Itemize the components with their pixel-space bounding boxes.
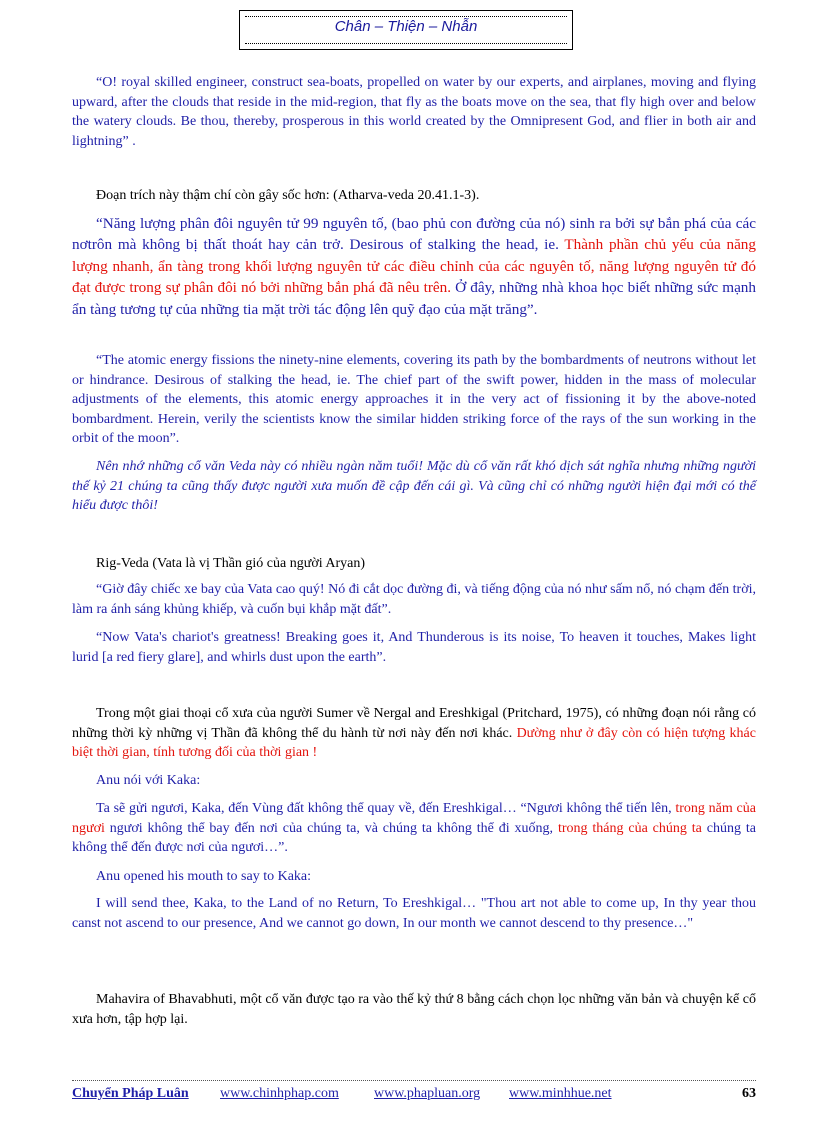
- footer-divider: [72, 1080, 756, 1081]
- footer-brand-link[interactable]: Chuyển Pháp Luân: [72, 1086, 189, 1101]
- paragraph-anu-says-en: Anu opened his mouth to say to Kaka:: [96, 869, 312, 884]
- paragraph-atomic-vietnamese: [72, 213, 756, 320]
- paragraph-rig-veda-heading: Rig-Veda (Vata là vị Thần gió của người Aryan): [96, 556, 365, 571]
- footer-link-phapluan[interactable]: www.phapluan.org: [374, 1086, 481, 1101]
- page-number: 63: [742, 1086, 756, 1101]
- text-red-segment: trong tháng của chúng ta: [557, 820, 702, 836]
- footer-link-chinhphap[interactable]: www.chinhphap.com: [220, 1086, 339, 1101]
- paragraph-vata-vietnamese: “Giờ đây chiếc xe bay của Vata cao quý! Nó đi cắt dọc đường đi, và tiếng động của nó như sấm nổ, nó chạm đến trời, làm ra ánh sáng khủng khiếp, và cuốn bụi khắp mặt đất”.: [72, 582, 756, 617]
- paragraph-royal-engineer: “O! royal skilled engineer, construct sea-boats, propelled on water by our experts, and airplanes, moving and flying upward, after the clouds that reside in the mid-region, that fly as the boats move on the sea, that fly high over and below the watery clouds. Be thou, thereby, prosperous in this world created by the Omnipresent God, and flier in both air and lightning” .: [72, 75, 756, 149]
- text-blue-segment: ngươi không thể bay đến nơi của chúng ta, và chúng ta không thể đi xuống,: [104, 820, 558, 836]
- paragraph-sumer-story: [72, 704, 756, 763]
- text-blue-segment: chúng ta không thể đến được nơi của ngươi…”.: [72, 820, 756, 856]
- paragraph-kaka-vietnamese: [72, 799, 756, 858]
- paragraph-anu-says-vn: Anu nói với Kaka:: [96, 773, 201, 788]
- text-blue-segment: Ta sẽ gửi ngươi, Kaka, đến Vùng đất không thể quay về, đến Ereshkigal… “Ngươi không thể tiến lên,: [96, 801, 676, 816]
- paragraph-atomic-english: “The atomic energy fissions the ninety-nine elements, covering its path by the bombardments of neutrons without let or hindrance. Desirous of stalking the head, ie. The chief part of the swift power, hidden in the mass of molecular adjustments of the elements, this atomic energy approaches it in the very act of fissioning it by the above-noted bombardment. Herein, verily the scientists know the similar hidden striking force of the rays of the sun working in the orbit of the moon”.: [72, 353, 756, 447]
- text-red-segment: trong năm của ngươi: [72, 801, 756, 836]
- paragraph-vata-english: “Now Vata's chariot's greatness! Breaking goes it, And Thunderous is its noise, To heaven it touches, Makes light lurid [a red fiery glare], and whirls dust upon the earth”.: [72, 630, 756, 665]
- page-footer: [72, 1086, 756, 1106]
- paragraph-veda-note: Nên nhớ những cổ văn Veda này có nhiều ngàn năm tuổi! Mặc dù cổ văn rất khó dịch sát nghĩa nhưng những người thế kỷ 21 chúng ta cũng thấy được người xưa muốn đề cập đến cái gì. Và cũng chỉ có những người hiện đại mới có thể hiểu được thôi!: [72, 459, 756, 514]
- header-box: [239, 10, 573, 50]
- footer-link-minhhue[interactable]: www.minhhue.net: [509, 1086, 612, 1101]
- paragraph-mahavira: Mahavira of Bhavabhuti, một cổ văn được tạo ra vào thế kỷ thứ 8 bằng cách chọn lọc những văn bản và chuyện kể cổ xưa hơn, tập hợp lại.: [72, 992, 756, 1027]
- text-red-segment: Dường như ở đây còn có hiện tượng khác biệt thời gian, tính tương đối của thời gian !: [72, 725, 756, 761]
- text-blue-segment: Ở đây, những nhà khoa học biết những sức mạnh ẩn tàng tương tự của những tia mặt trời tác động lên quỹ đạo của mặt trăng”.: [72, 279, 756, 318]
- text-red-segment: Thành phần chủ yếu của năng lượng nhanh, ẩn tàng trong khối lượng nguyên tử các điều chỉnh của các nguyên tố, năng lượng nguyên tử đó đạt được trong sự phân đôi nó bởi những bắn phá đã nêu trên.: [72, 236, 756, 297]
- paragraph-atharva-intro: Đoạn trích này thậm chí còn gây sốc hơn: (Atharva-veda 20.41.1-3).: [96, 188, 480, 203]
- text-black-segment: Trong một giai thoại cổ xưa của người Sumer về Nergal and Ereshkigal (Pritchard, 1975), có những đoạn nói rằng có những thời kỳ những vị Thần đã không thể du hành từ nơi này đến nơi khác.: [72, 706, 756, 741]
- paragraph-kaka-english: I will send thee, Kaka, to the Land of no Return, To Ereshkigal… "Thou art not able to come up, In thy year thou canst not ascend to our presence, And we cannot go down, In our month we cannot descend to thy presence…": [72, 896, 756, 931]
- text-blue-segment: “Năng lượng phân đôi nguyên tử 99 nguyên tố, (bao phủ con đường của nó) sinh ra bởi sự bắn phá của các nơtrôn mà không bị thất thoát hay cản trở. Desirous of stalking the head, ie.: [72, 215, 756, 254]
- page-header-title: Chân – Thiện – Nhẫn: [334, 18, 478, 35]
